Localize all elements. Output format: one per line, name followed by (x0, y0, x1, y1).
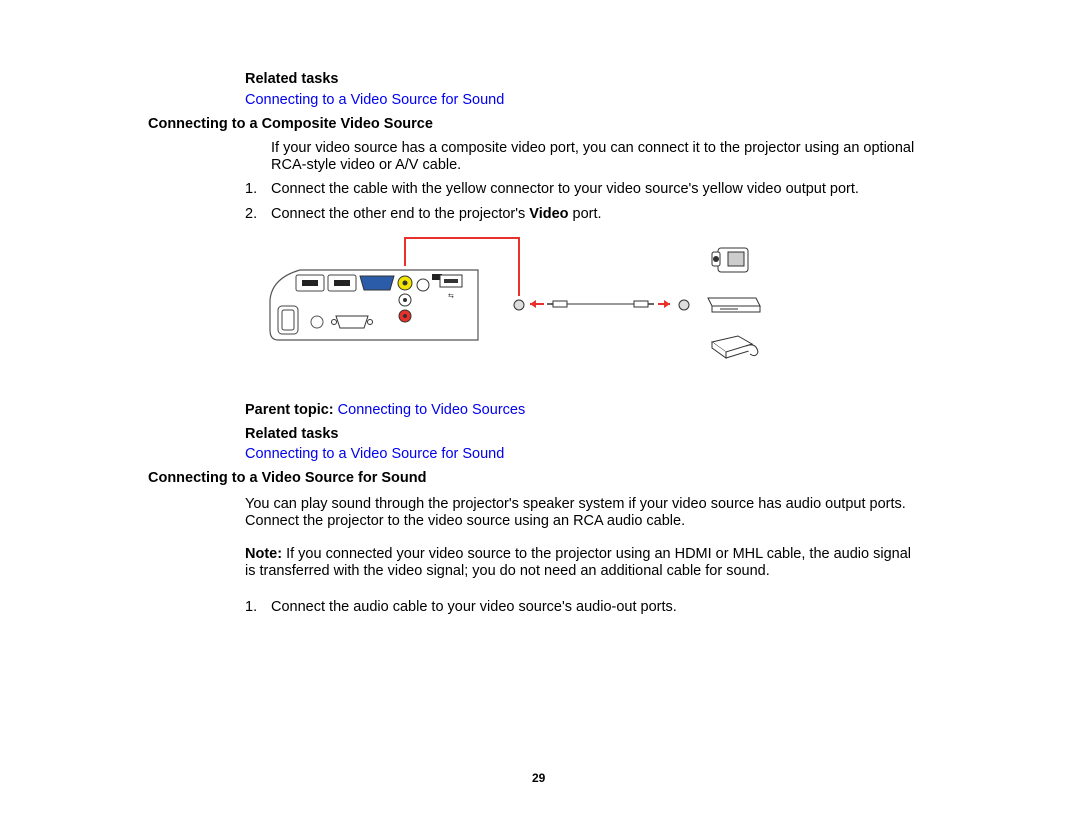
parent-topic-label: Parent topic: (245, 402, 334, 418)
step-text-bold: Video (529, 206, 569, 222)
projector-panel (270, 270, 478, 340)
page-number: 29 (532, 771, 546, 785)
composite-cable (514, 300, 689, 310)
note-label: Note: (245, 546, 283, 562)
section-intro-line: If your video source has a composite video port, you can connect it to the projector using an optional (271, 140, 915, 156)
audio-out-icon (417, 279, 429, 291)
note-line (245, 546, 911, 562)
section-intro-line: You can play sound through the projector's speaker system if your video source has audio output ports. (245, 496, 906, 512)
svg-text:⇆: ⇆ (448, 293, 454, 300)
vga-port-icon (360, 276, 394, 290)
related-tasks-heading: Related tasks (245, 71, 339, 87)
security-slot-icon (311, 316, 323, 328)
step-text-before: Connect the other end to the projector's (271, 206, 530, 222)
step-text (271, 206, 602, 222)
section-heading-composite: Connecting to a Composite Video Source (148, 116, 433, 132)
section-intro-line: Connect the projector to the video source using an RCA audio cable. (245, 513, 686, 529)
step-text: Connect the cable with the yellow connector to your video source's yellow video output port. (271, 181, 859, 197)
step-number: 1. (245, 599, 258, 615)
step-number: 2. (245, 206, 258, 222)
step-text: Connect the audio cable to your video source's audio-out ports. (271, 599, 677, 615)
connection-illustration (260, 230, 770, 370)
related-task-link[interactable]: Connecting to a Video Source for Sound (245, 446, 505, 462)
section-heading-sound: Connecting to a Video Source for Sound (148, 470, 427, 486)
dvd-player-icon (708, 298, 760, 312)
related-tasks-heading: Related tasks (245, 426, 339, 442)
note-text: If you connected your video source to the projector using an HDMI or MHL cable, the audio signal (282, 546, 912, 562)
section-intro-line: RCA-style video or A/V cable. (271, 157, 462, 173)
camcorder-icon (712, 248, 748, 272)
parent-topic (245, 402, 525, 418)
step-number: 1. (245, 181, 258, 197)
note-line: is transferred with the video signal; you do not need an additional cable for sound. (245, 563, 770, 579)
parent-topic-link[interactable]: Connecting to Video Sources (337, 402, 526, 418)
serial-port-icon (336, 316, 368, 328)
related-task-link[interactable]: Connecting to a Video Source for Sound (245, 92, 505, 108)
step-text-after: port. (568, 206, 602, 222)
game-console-icon (712, 336, 758, 358)
